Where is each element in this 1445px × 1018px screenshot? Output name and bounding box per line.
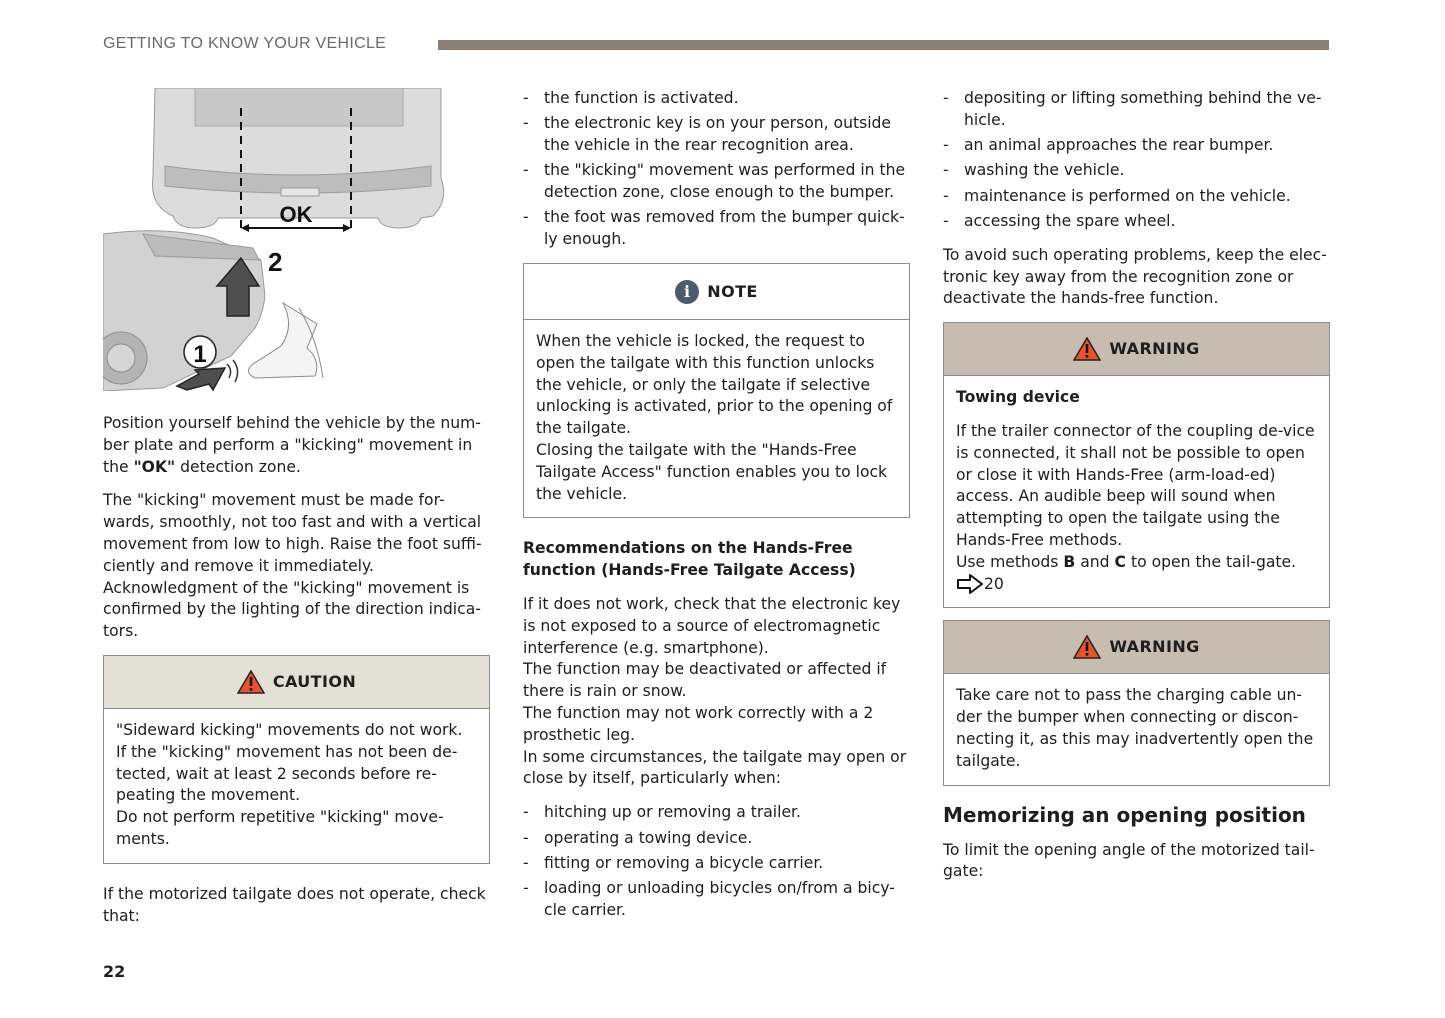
list-item: - accessing the spare wheel.	[943, 211, 1330, 233]
warning-title: WARNING	[1109, 339, 1200, 359]
list-item: - the "kicking" movement was performed in the detection zone, close enough to the bumper.	[523, 160, 910, 204]
note-title: NOTE	[707, 281, 758, 301]
list-item: - hitching up or removing a trailer.	[523, 802, 910, 824]
kick-sensor-illustration	[103, 88, 490, 391]
list-item: - the foot was removed from the bumper quick-ly enough.	[523, 207, 910, 251]
towing-device-subtitle: Towing device	[956, 388, 1080, 407]
check-list	[523, 88, 910, 251]
note-body: When the vehicle is locked, the request to open the tailgate with this function unlocks the vehicle, or only the tailgate if selective unlocking is activated, prior to the opening of the tailgate. Closing the tailgate with the "Hands-Free Tailgate Access" function enables you to lock the vehicle.	[536, 332, 893, 503]
note-header	[524, 264, 909, 320]
warning-triangle-icon	[1073, 635, 1101, 659]
caution-header	[104, 656, 489, 709]
recommendations-heading: Recommendations on the Hands-Free function (Hands-Free Tailgate Access)	[523, 539, 856, 580]
section-title: GETTING TO KNOW YOUR VEHICLE	[103, 35, 387, 52]
list-item: - an animal approaches the rear bumper.	[943, 135, 1330, 157]
warning-title: WARNING	[1109, 637, 1200, 657]
warning-header	[944, 621, 1329, 674]
list-item: - operating a towing device.	[523, 828, 910, 850]
page-number: 22	[103, 962, 126, 981]
page-reference-arrow-icon	[956, 574, 984, 594]
list-item: - washing the vehicle.	[943, 160, 1330, 182]
column-3	[943, 88, 1330, 895]
list-item: - the electronic key is on your person, outside the vehicle in the rear recognition area.	[523, 113, 910, 157]
list-item: - loading or unloading bicycles on/from a bicy-cle carrier.	[523, 878, 910, 922]
caution-title: CAUTION	[272, 672, 357, 692]
list-item: - the function is activated.	[523, 88, 910, 110]
recommendations-text: If it does not work, check that the electronic key is not exposed to a source of electromagnetic interference (e.g. smartphone). The function may be deactivated or affected if there is rain or snow. The function may not work correctly with a 2 prosthetic leg. In some circumstances, the tailgate may open or close by itself, particularly when:	[523, 595, 907, 788]
check-intro: If the motorized tailgate does not operate, check that:	[103, 884, 486, 925]
step-1-label: 1	[193, 341, 207, 368]
list-item: - fitting or removing a bicycle carrier.	[523, 853, 910, 875]
position-instructions: Position yourself behind the vehicle by the num-ber plate and perform a "kicking" movement in the "OK" detection zone.	[103, 414, 481, 476]
note-box	[523, 263, 910, 518]
warning-box-charging-cable	[943, 620, 1330, 785]
caution-body: "Sideward kicking" movements do not work. If the "kicking" movement has not been de-tected, wait at least 2 seconds before re-peating the movement. Do not perform repetitive "kicking" move-ments.	[116, 720, 463, 848]
warning-body: Towing device If the trailer connector of the coupling de-vice is connected, it shall not be possible to open or close it with Hands-Free (arm-load-ed) access. An audible beep will sound when attempting to open the tailgate using the Hands-Free methods. Use methods B and C to open the tail-gate. 20	[944, 376, 1329, 607]
tailgate-kick-diagram	[103, 88, 490, 391]
avoid-problems-text: To avoid such operating problems, keep the elec-tronic key away from the recognition zone or deactivate the hands-free function.	[943, 245, 1327, 308]
page-reference-link[interactable]: 20	[984, 574, 1004, 593]
column-2	[523, 88, 910, 934]
warning-triangle-icon	[237, 670, 265, 694]
info-icon: i	[675, 280, 699, 304]
list-item: - depositing or lifting something behind the ve-hicle.	[943, 88, 1330, 132]
kick-movement-text: The "kicking" movement must be made for-wards, smoothly, not too fast and with a vertical movement from low to high. Raise the foot suffi-ciently and remove it immediately. Acknowledgment of the "kicking" movement is confirmed by the lighting of the direction indica-tors.	[103, 491, 482, 641]
self-open-list	[523, 802, 910, 921]
section-heading: Memorizing an opening position	[943, 802, 1306, 827]
step-2-label: 2	[268, 247, 283, 277]
self-open-list-continued	[943, 88, 1330, 233]
list-item: - maintenance is performed on the vehicle.	[943, 186, 1330, 208]
column-1	[103, 88, 490, 939]
warning-body: Take care not to pass the charging cable un-der the bumper when connecting or discon-necting it, as this may inadvertently open the tailgate.	[956, 686, 1314, 770]
warning-triangle-icon	[1073, 337, 1101, 361]
opening-angle-text: To limit the opening angle of the motorized tail-gate:	[943, 840, 1315, 881]
caution-box	[103, 655, 490, 864]
ok-zone-label: OK	[279, 202, 313, 227]
warning-header	[944, 323, 1329, 376]
header-bar	[438, 40, 1329, 50]
warning-box-towing	[943, 322, 1330, 608]
